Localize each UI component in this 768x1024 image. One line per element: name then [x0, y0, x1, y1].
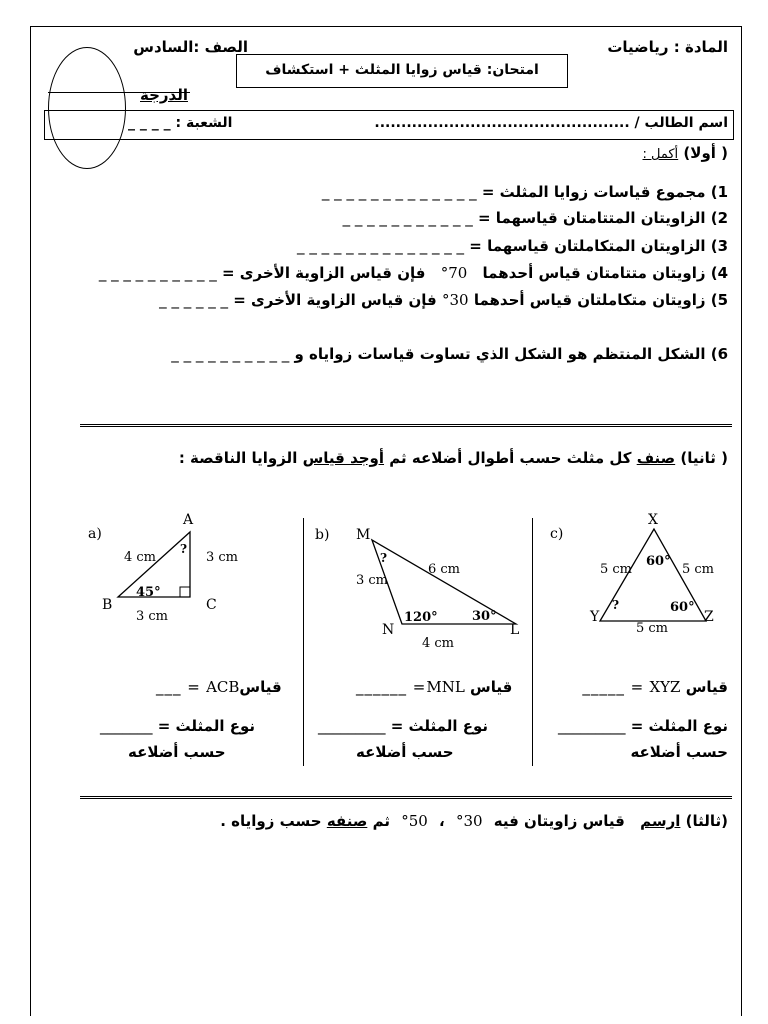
part1-heading: ( أولا) أكمل : — [642, 144, 728, 162]
angle-m-unknown: ? — [380, 551, 388, 565]
vertex-l: L — [510, 622, 520, 638]
triangle-b-letter: b) — [315, 527, 330, 543]
answer-blank[interactable]: _________ — [318, 717, 386, 735]
side-nl-label: 4 cm — [422, 636, 455, 651]
answer-blank[interactable]: _ _ _ _ _ _ _ _ _ _ _ _ _ — [321, 183, 477, 201]
angle-x-label: 60° — [646, 554, 671, 569]
triangle-c-by-sides: حسب أضلاعه — [630, 743, 728, 761]
section-field[interactable]: الشعبة : _ _ _ _ — [128, 115, 233, 131]
vertex-c: C — [206, 597, 217, 613]
part1-item-2: 2) الزاويتان المتتامتان قياسهما = _ _ _ _ _ _ _ _ _ _ _ — [342, 209, 728, 227]
student-name-field[interactable]: اسم الطالب / ................................................ — [374, 115, 728, 131]
separator-line-2 — [80, 796, 732, 799]
vertex-a: A — [183, 512, 194, 528]
side-xy-label: 5 cm — [600, 562, 633, 577]
answer-blank[interactable]: _ _ _ _ _ _ _ _ _ _ _ — [342, 209, 473, 227]
triangle-a-figure — [84, 505, 284, 630]
score-label: الدرجة — [140, 86, 188, 104]
triangle-b-type: نوع المثلث = _________ — [318, 717, 488, 735]
side-ab-label: 4 cm — [124, 550, 157, 565]
triangle-b-measure: قياس MNL= ______ — [356, 678, 513, 696]
triangle-c-letter: c) — [550, 526, 564, 542]
answer-blank[interactable]: _______ — [100, 717, 153, 735]
vertex-x: X — [648, 512, 658, 528]
triangle-a-type: نوع المثلث = _______ — [100, 717, 255, 735]
answer-blank[interactable]: _ _ _ _ _ _ _ _ _ _ — [98, 264, 217, 282]
right-angle-mark — [180, 587, 190, 597]
answer-blank[interactable]: = ___ — [156, 678, 201, 696]
angle-a-unknown: ? — [180, 542, 188, 556]
part2-heading: ( ثانيا) صنف كل مثلث حسب أطوال أضلاعه ثم أوجد قياس الزوايا الناقصة : — [178, 449, 728, 467]
answer-blank[interactable]: _________ — [558, 717, 626, 735]
angle-b-label: 45° — [136, 585, 161, 600]
side-mn-label: 3 cm — [356, 573, 389, 588]
triangle-a-letter: a) — [88, 526, 102, 542]
part3-question: (ثالثا) ارسم قياس زاويتان فيه 30° ، 50° ثم صنفه حسب زواياه . — [220, 812, 728, 830]
triangle-c-figure — [540, 505, 740, 640]
side-ml-label: 6 cm — [428, 562, 461, 577]
triangle-a-by-sides: حسب أضلاعه — [128, 743, 226, 761]
answer-blank[interactable]: = _____ — [582, 678, 645, 696]
side-bc-label: 3 cm — [136, 609, 169, 624]
vertex-m: M — [356, 527, 371, 543]
part1-item-3: 3) الزاويتان المتكاملتان قياسهما = _ _ _ _ _ _ _ _ _ _ _ _ _ _ — [297, 237, 728, 255]
angle-l-label: 30° — [472, 609, 497, 624]
subject-label: المادة : رياضيات — [607, 38, 728, 56]
side-yz-label: 5 cm — [636, 621, 669, 636]
triangle-c-measure: قياس XYZ = _____ — [582, 678, 728, 696]
angle-y-unknown: ? — [612, 598, 620, 612]
vertex-z: Z — [704, 609, 714, 625]
angle-z-label: 60° — [670, 600, 695, 615]
answer-blank[interactable]: _ _ _ _ _ _ _ _ _ _ _ _ _ _ — [297, 237, 465, 255]
vertex-b: B — [102, 597, 113, 613]
answer-blank[interactable]: _ _ _ _ _ _ — [159, 291, 229, 309]
triangle-a-measure: قياسACB = ___ — [156, 678, 282, 696]
triangle-c-type: نوع المثلث = _________ — [558, 717, 728, 735]
triangle-b-figure — [310, 512, 530, 657]
part1-item-1: 1) مجموع قياسات زوايا المثلث = _ _ _ _ _ _ _ _ _ _ _ _ _ — [321, 183, 728, 201]
part1-item-4: 4) زاويتان متتامتان قياس أحدهما 70° فإن قياس الزاوية الأخرى = _ _ _ _ _ _ _ _ _ _ — [98, 264, 728, 282]
column-divider — [303, 518, 304, 766]
vertex-y: Y — [590, 609, 600, 625]
answer-blank[interactable]: _ _ _ _ _ _ _ _ _ _ — [171, 345, 290, 363]
column-divider — [532, 518, 533, 766]
part1-item-5: 5) زاويتان متكاملتان قياس أحدهما 30° فإن قياس الزاوية الأخرى = _ _ _ _ _ _ — [159, 291, 728, 309]
part1-item-6: 6) الشكل المنتظم هو الشكل الذي تساوت قياسات زواياه و _ _ _ _ _ _ _ _ _ _ — [171, 345, 728, 363]
side-xz-label: 5 cm — [682, 562, 715, 577]
side-ac-label: 3 cm — [206, 550, 239, 565]
angle-n-label: 120° — [404, 610, 438, 625]
answer-blank[interactable]: = ______ — [356, 678, 427, 696]
exam-title: امتحان: قياس زوايا المثلث + استكشاف — [265, 62, 539, 78]
triangle-b-by-sides: حسب أضلاعه — [356, 743, 454, 761]
vertex-n: N — [382, 622, 395, 638]
separator-line-1 — [80, 424, 732, 427]
exam-title-box — [236, 54, 568, 88]
score-circle — [48, 47, 126, 169]
grade-label: الصف :السادس — [133, 38, 248, 56]
